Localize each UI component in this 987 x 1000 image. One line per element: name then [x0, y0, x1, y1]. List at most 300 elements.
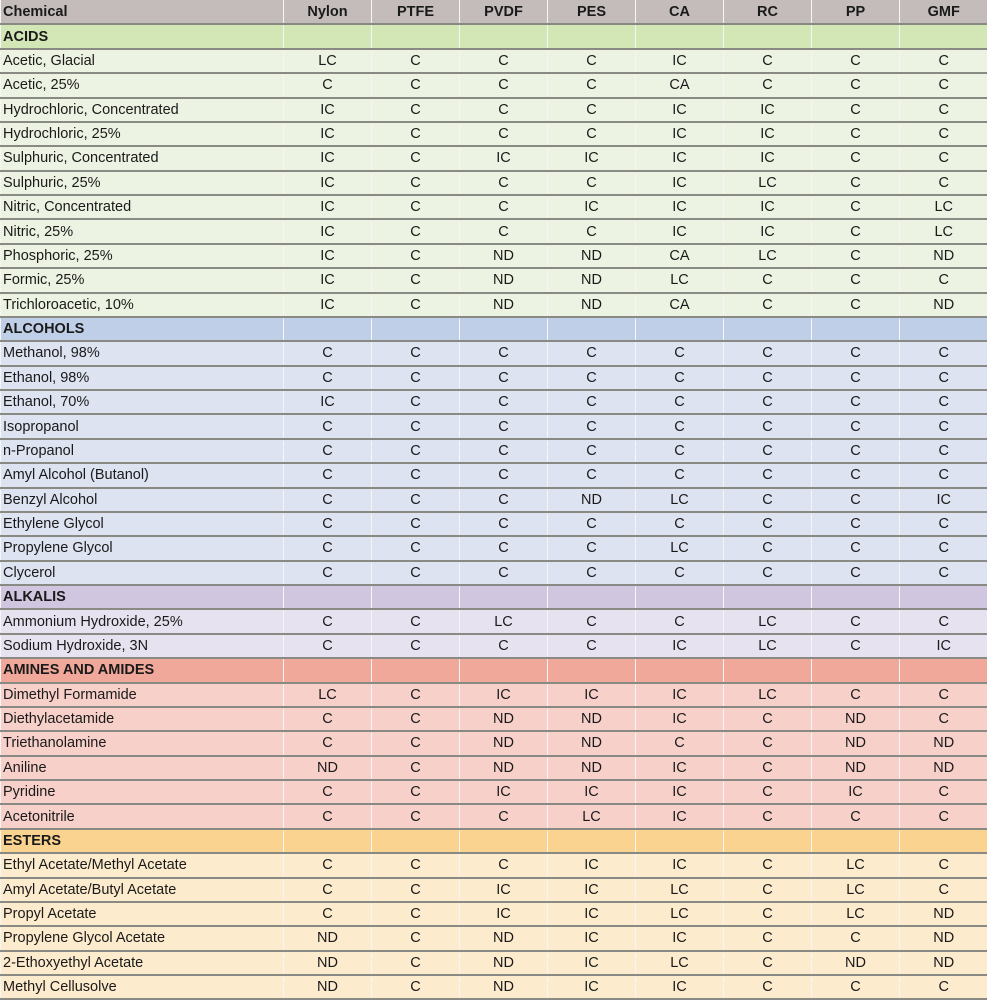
- table-row: [1, 488, 987, 512]
- compatibility-cell-pes: C: [548, 73, 636, 97]
- section-title: ALCOHOLS: [1, 317, 284, 341]
- chemical-name: Acetonitrile: [1, 804, 284, 828]
- compatibility-cell-pes: IC: [548, 902, 636, 926]
- chemical-name: Sulphuric, 25%: [1, 171, 284, 195]
- compatibility-cell-pes: IC: [548, 951, 636, 975]
- compatibility-cell-pvdf: IC: [460, 878, 548, 902]
- compatibility-cell-pp: C: [812, 463, 900, 487]
- compatibility-cell-pvdf: IC: [460, 902, 548, 926]
- compatibility-cell-pp: C: [812, 244, 900, 268]
- compatibility-cell-gmf: C: [900, 707, 987, 731]
- compatibility-cell-pp: C: [812, 439, 900, 463]
- compatibility-cell-ptfe: C: [372, 390, 460, 414]
- compatibility-cell-ptfe: C: [372, 122, 460, 146]
- compatibility-cell-pp: C: [812, 390, 900, 414]
- section-title: AMINES AND AMIDES: [1, 658, 284, 682]
- compatibility-cell-pvdf: C: [460, 49, 548, 73]
- compatibility-cell-nylon: IC: [284, 293, 372, 317]
- compatibility-cell-gmf: C: [900, 804, 987, 828]
- section-empty-cell: [548, 317, 636, 341]
- compatibility-cell-nylon: IC: [284, 98, 372, 122]
- section-empty-cell: [284, 658, 372, 682]
- section-empty-cell: [548, 829, 636, 853]
- chemical-name: Aniline: [1, 756, 284, 780]
- compatibility-cell-pvdf: ND: [460, 293, 548, 317]
- compatibility-cell-pes: C: [548, 463, 636, 487]
- section-empty-cell: [724, 829, 812, 853]
- compatibility-cell-gmf: IC: [900, 488, 987, 512]
- compatibility-cell-rc: C: [724, 49, 812, 73]
- compatibility-cell-ca: CA: [636, 293, 724, 317]
- section-empty-cell: [372, 24, 460, 48]
- compatibility-cell-pvdf: ND: [460, 951, 548, 975]
- table-row: [1, 804, 987, 828]
- compatibility-cell-gmf: ND: [900, 731, 987, 755]
- table-row: [1, 171, 987, 195]
- compatibility-cell-ptfe: C: [372, 951, 460, 975]
- section-empty-cell: [460, 24, 548, 48]
- chemical-name: Formic, 25%: [1, 268, 284, 292]
- compatibility-cell-pvdf: ND: [460, 244, 548, 268]
- compatibility-cell-rc: IC: [724, 219, 812, 243]
- compatibility-cell-pes: ND: [548, 244, 636, 268]
- compatibility-cell-rc: C: [724, 804, 812, 828]
- compatibility-cell-nylon: C: [284, 341, 372, 365]
- compatibility-cell-rc: C: [724, 707, 812, 731]
- chemical-name: Isopropanol: [1, 414, 284, 438]
- compatibility-cell-pvdf: C: [460, 561, 548, 585]
- table-row: [1, 683, 987, 707]
- compatibility-cell-rc: C: [724, 780, 812, 804]
- compatibility-cell-gmf: ND: [900, 293, 987, 317]
- compatibility-cell-rc: C: [724, 512, 812, 536]
- chemical-name: Nitric, Concentrated: [1, 195, 284, 219]
- table-row: [1, 731, 987, 755]
- compatibility-cell-rc: C: [724, 756, 812, 780]
- compatibility-cell-ptfe: C: [372, 902, 460, 926]
- compatibility-cell-pes: IC: [548, 683, 636, 707]
- compatibility-cell-pp: C: [812, 634, 900, 658]
- compatibility-cell-pp: C: [812, 49, 900, 73]
- compatibility-cell-pvdf: C: [460, 512, 548, 536]
- chemical-name: Acetic, 25%: [1, 73, 284, 97]
- compatibility-cell-rc: C: [724, 73, 812, 97]
- table-row: [1, 244, 987, 268]
- section-empty-cell: [636, 829, 724, 853]
- compatibility-cell-rc: C: [724, 390, 812, 414]
- chemical-name: Propyl Acetate: [1, 902, 284, 926]
- compatibility-cell-ca: LC: [636, 268, 724, 292]
- compatibility-cell-rc: C: [724, 975, 812, 999]
- compatibility-cell-pvdf: C: [460, 853, 548, 877]
- compatibility-cell-ca: C: [636, 609, 724, 633]
- compatibility-cell-ptfe: C: [372, 780, 460, 804]
- compatibility-cell-nylon: C: [284, 804, 372, 828]
- compatibility-cell-pes: C: [548, 366, 636, 390]
- compatibility-cell-pes: C: [548, 171, 636, 195]
- table-row: [1, 536, 987, 560]
- compatibility-cell-ca: IC: [636, 219, 724, 243]
- compatibility-cell-pes: C: [548, 439, 636, 463]
- compatibility-cell-pes: IC: [548, 146, 636, 170]
- compatibility-cell-ptfe: C: [372, 488, 460, 512]
- compatibility-cell-nylon: IC: [284, 122, 372, 146]
- compatibility-cell-pvdf: C: [460, 98, 548, 122]
- table-row: [1, 634, 987, 658]
- section-header-amines: [1, 658, 987, 682]
- compatibility-cell-rc: C: [724, 268, 812, 292]
- compatibility-cell-gmf: ND: [900, 902, 987, 926]
- column-header-pes: PES: [548, 0, 636, 24]
- compatibility-cell-pvdf: C: [460, 341, 548, 365]
- compatibility-cell-pes: IC: [548, 853, 636, 877]
- compatibility-cell-pp: C: [812, 975, 900, 999]
- table-row: [1, 49, 987, 73]
- table-row: [1, 975, 987, 999]
- compatibility-cell-pvdf: ND: [460, 707, 548, 731]
- section-header-alcohols: [1, 317, 987, 341]
- compatibility-cell-rc: C: [724, 902, 812, 926]
- compatibility-cell-pvdf: LC: [460, 609, 548, 633]
- section-header-esters: [1, 829, 987, 853]
- table-row: [1, 341, 987, 365]
- compatibility-cell-pvdf: ND: [460, 268, 548, 292]
- section-empty-cell: [548, 658, 636, 682]
- compatibility-cell-rc: LC: [724, 171, 812, 195]
- compatibility-cell-pp: C: [812, 73, 900, 97]
- compatibility-cell-pp: C: [812, 146, 900, 170]
- compatibility-cell-ca: CA: [636, 73, 724, 97]
- compatibility-cell-nylon: C: [284, 853, 372, 877]
- compatibility-cell-ca: IC: [636, 804, 724, 828]
- compatibility-cell-pp: C: [812, 488, 900, 512]
- compatibility-cell-pp: ND: [812, 707, 900, 731]
- table-body: [1, 24, 987, 999]
- compatibility-cell-ptfe: C: [372, 341, 460, 365]
- compatibility-cell-ca: C: [636, 439, 724, 463]
- compatibility-cell-gmf: ND: [900, 951, 987, 975]
- compatibility-cell-pp: C: [812, 414, 900, 438]
- compatibility-cell-pes: C: [548, 219, 636, 243]
- compatibility-cell-ptfe: C: [372, 536, 460, 560]
- compatibility-cell-nylon: IC: [284, 195, 372, 219]
- compatibility-cell-ca: C: [636, 366, 724, 390]
- compatibility-cell-ca: IC: [636, 683, 724, 707]
- table-row: [1, 926, 987, 950]
- chemical-name: Phosphoric, 25%: [1, 244, 284, 268]
- compatibility-cell-ca: LC: [636, 951, 724, 975]
- section-empty-cell: [812, 658, 900, 682]
- compatibility-cell-ca: IC: [636, 98, 724, 122]
- compatibility-cell-pvdf: ND: [460, 756, 548, 780]
- compatibility-cell-pp: LC: [812, 902, 900, 926]
- compatibility-cell-pes: ND: [548, 756, 636, 780]
- chemical-name: Benzyl Alcohol: [1, 488, 284, 512]
- compatibility-cell-nylon: C: [284, 878, 372, 902]
- chemical-name: Nitric, 25%: [1, 219, 284, 243]
- compatibility-cell-pvdf: C: [460, 390, 548, 414]
- compatibility-cell-gmf: C: [900, 341, 987, 365]
- compatibility-cell-gmf: C: [900, 853, 987, 877]
- compatibility-cell-gmf: C: [900, 73, 987, 97]
- section-empty-cell: [900, 317, 987, 341]
- compatibility-cell-ptfe: C: [372, 804, 460, 828]
- compatibility-cell-rc: C: [724, 366, 812, 390]
- compatibility-cell-gmf: C: [900, 390, 987, 414]
- compatibility-cell-nylon: C: [284, 463, 372, 487]
- compatibility-cell-pp: C: [812, 122, 900, 146]
- compatibility-cell-pes: C: [548, 390, 636, 414]
- compatibility-cell-pes: C: [548, 49, 636, 73]
- compatibility-cell-pes: C: [548, 98, 636, 122]
- column-header-pp: PP: [812, 0, 900, 24]
- table-row: [1, 73, 987, 97]
- compatibility-cell-ptfe: C: [372, 731, 460, 755]
- compatibility-cell-pp: ND: [812, 756, 900, 780]
- chemical-name: Methyl Cellusolve: [1, 975, 284, 999]
- column-header-chemical: Chemical: [1, 0, 284, 24]
- compatibility-cell-ptfe: C: [372, 293, 460, 317]
- section-empty-cell: [548, 585, 636, 609]
- compatibility-cell-nylon: C: [284, 512, 372, 536]
- compatibility-cell-pvdf: IC: [460, 146, 548, 170]
- compatibility-cell-nylon: ND: [284, 951, 372, 975]
- compatibility-cell-rc: C: [724, 293, 812, 317]
- compatibility-cell-pvdf: IC: [460, 683, 548, 707]
- compatibility-cell-ca: C: [636, 731, 724, 755]
- chemical-name: Ethanol, 98%: [1, 366, 284, 390]
- compatibility-cell-pes: C: [548, 536, 636, 560]
- compatibility-cell-pp: LC: [812, 878, 900, 902]
- compatibility-cell-ca: C: [636, 561, 724, 585]
- compatibility-cell-pp: C: [812, 609, 900, 633]
- chemical-name: Triethanolamine: [1, 731, 284, 755]
- compatibility-cell-ptfe: C: [372, 878, 460, 902]
- compatibility-cell-ptfe: C: [372, 683, 460, 707]
- section-empty-cell: [372, 658, 460, 682]
- compatibility-cell-gmf: ND: [900, 926, 987, 950]
- section-empty-cell: [724, 658, 812, 682]
- compatibility-cell-ptfe: C: [372, 195, 460, 219]
- section-empty-cell: [636, 24, 724, 48]
- column-header-ca: CA: [636, 0, 724, 24]
- compatibility-cell-ca: IC: [636, 171, 724, 195]
- compatibility-cell-rc: C: [724, 951, 812, 975]
- compatibility-cell-rc: C: [724, 853, 812, 877]
- compatibility-cell-gmf: C: [900, 878, 987, 902]
- table-row: [1, 146, 987, 170]
- compatibility-cell-ca: C: [636, 390, 724, 414]
- compatibility-cell-pp: C: [812, 293, 900, 317]
- compatibility-cell-ptfe: C: [372, 268, 460, 292]
- column-header-rc: RC: [724, 0, 812, 24]
- chemical-name: 2-Ethoxyethyl Acetate: [1, 951, 284, 975]
- section-empty-cell: [724, 317, 812, 341]
- chemical-name: Hydrochloric, 25%: [1, 122, 284, 146]
- compatibility-cell-rc: C: [724, 536, 812, 560]
- compatibility-cell-ptfe: C: [372, 414, 460, 438]
- table-row: [1, 122, 987, 146]
- compatibility-cell-ptfe: C: [372, 975, 460, 999]
- table-row: [1, 853, 987, 877]
- table-row: [1, 390, 987, 414]
- section-empty-cell: [372, 585, 460, 609]
- compatibility-cell-pp: C: [812, 195, 900, 219]
- compatibility-cell-rc: C: [724, 488, 812, 512]
- section-header-alkalis: [1, 585, 987, 609]
- compatibility-cell-pes: IC: [548, 195, 636, 219]
- compatibility-cell-pvdf: C: [460, 366, 548, 390]
- compatibility-cell-pes: IC: [548, 926, 636, 950]
- compatibility-cell-ptfe: C: [372, 219, 460, 243]
- compatibility-cell-rc: IC: [724, 98, 812, 122]
- table-row: [1, 463, 987, 487]
- compatibility-cell-gmf: C: [900, 268, 987, 292]
- compatibility-cell-rc: C: [724, 561, 812, 585]
- section-empty-cell: [548, 24, 636, 48]
- section-empty-cell: [900, 829, 987, 853]
- compatibility-cell-pp: C: [812, 98, 900, 122]
- table-row: [1, 366, 987, 390]
- compatibility-cell-pes: IC: [548, 780, 636, 804]
- compatibility-cell-pvdf: ND: [460, 731, 548, 755]
- section-empty-cell: [724, 585, 812, 609]
- compatibility-cell-pvdf: C: [460, 219, 548, 243]
- compatibility-cell-nylon: C: [284, 73, 372, 97]
- chemical-name: Trichloroacetic, 10%: [1, 293, 284, 317]
- table-row: [1, 951, 987, 975]
- compatibility-cell-pes: ND: [548, 488, 636, 512]
- chemical-name: Ethyl Acetate/Methyl Acetate: [1, 853, 284, 877]
- compatibility-cell-ca: IC: [636, 122, 724, 146]
- chemical-name: Ethanol, 70%: [1, 390, 284, 414]
- compatibility-cell-rc: C: [724, 439, 812, 463]
- compatibility-cell-pvdf: C: [460, 536, 548, 560]
- compatibility-cell-gmf: C: [900, 439, 987, 463]
- table-row: [1, 707, 987, 731]
- compatibility-cell-nylon: C: [284, 439, 372, 463]
- section-empty-cell: [284, 24, 372, 48]
- compatibility-cell-gmf: C: [900, 683, 987, 707]
- chemical-name: Pyridine: [1, 780, 284, 804]
- compatibility-cell-nylon: IC: [284, 171, 372, 195]
- compatibility-cell-pp: C: [812, 171, 900, 195]
- compatibility-cell-pes: IC: [548, 975, 636, 999]
- compatibility-cell-nylon: LC: [284, 683, 372, 707]
- compatibility-cell-gmf: C: [900, 609, 987, 633]
- compatibility-cell-ptfe: C: [372, 756, 460, 780]
- compatibility-cell-nylon: C: [284, 707, 372, 731]
- compatibility-cell-gmf: C: [900, 49, 987, 73]
- section-empty-cell: [460, 658, 548, 682]
- compatibility-cell-pp: C: [812, 561, 900, 585]
- compatibility-cell-ptfe: C: [372, 171, 460, 195]
- compatibility-cell-rc: C: [724, 926, 812, 950]
- compatibility-cell-gmf: C: [900, 561, 987, 585]
- compatibility-cell-ptfe: C: [372, 98, 460, 122]
- section-empty-cell: [812, 829, 900, 853]
- compatibility-cell-gmf: C: [900, 146, 987, 170]
- compatibility-cell-ca: IC: [636, 780, 724, 804]
- compatibility-cell-pes: LC: [548, 804, 636, 828]
- section-empty-cell: [724, 24, 812, 48]
- compatibility-cell-gmf: C: [900, 463, 987, 487]
- compatibility-cell-nylon: C: [284, 366, 372, 390]
- table-row: [1, 902, 987, 926]
- table-row: [1, 780, 987, 804]
- section-empty-cell: [284, 829, 372, 853]
- compatibility-cell-rc: LC: [724, 609, 812, 633]
- compatibility-cell-pvdf: IC: [460, 780, 548, 804]
- compatibility-cell-pes: C: [548, 609, 636, 633]
- header-row: [1, 0, 987, 24]
- compatibility-cell-rc: C: [724, 341, 812, 365]
- compatibility-cell-gmf: IC: [900, 634, 987, 658]
- compatibility-cell-pp: ND: [812, 731, 900, 755]
- section-empty-cell: [460, 317, 548, 341]
- compatibility-cell-ca: IC: [636, 926, 724, 950]
- table-row: [1, 98, 987, 122]
- compatibility-cell-nylon: C: [284, 536, 372, 560]
- section-empty-cell: [460, 585, 548, 609]
- compatibility-cell-pes: IC: [548, 878, 636, 902]
- compatibility-cell-rc: LC: [724, 683, 812, 707]
- chemical-name: Amyl Acetate/Butyl Acetate: [1, 878, 284, 902]
- compatibility-cell-rc: IC: [724, 146, 812, 170]
- compatibility-cell-nylon: IC: [284, 268, 372, 292]
- compatibility-cell-pvdf: C: [460, 634, 548, 658]
- compatibility-cell-pes: C: [548, 512, 636, 536]
- compatibility-cell-ca: IC: [636, 707, 724, 731]
- compatibility-cell-rc: LC: [724, 244, 812, 268]
- section-empty-cell: [812, 585, 900, 609]
- compatibility-cell-pvdf: C: [460, 122, 548, 146]
- compatibility-cell-pvdf: C: [460, 439, 548, 463]
- compatibility-cell-nylon: ND: [284, 756, 372, 780]
- chemical-name: Acetic, Glacial: [1, 49, 284, 73]
- compatibility-cell-rc: IC: [724, 195, 812, 219]
- section-empty-cell: [812, 24, 900, 48]
- compatibility-cell-rc: C: [724, 414, 812, 438]
- compatibility-cell-ptfe: C: [372, 463, 460, 487]
- compatibility-cell-pes: C: [548, 122, 636, 146]
- column-header-pvdf: PVDF: [460, 0, 548, 24]
- table-row: [1, 561, 987, 585]
- table-row: [1, 268, 987, 292]
- section-empty-cell: [900, 658, 987, 682]
- compatibility-cell-ptfe: C: [372, 926, 460, 950]
- section-title: ACIDS: [1, 24, 284, 48]
- compatibility-cell-nylon: C: [284, 609, 372, 633]
- compatibility-cell-ca: IC: [636, 975, 724, 999]
- compatibility-cell-pp: LC: [812, 853, 900, 877]
- compatibility-cell-gmf: C: [900, 122, 987, 146]
- compatibility-cell-pp: C: [812, 804, 900, 828]
- compatibility-cell-pvdf: C: [460, 804, 548, 828]
- compatibility-cell-pes: C: [548, 634, 636, 658]
- compatibility-cell-pp: C: [812, 536, 900, 560]
- column-header-nylon: Nylon: [284, 0, 372, 24]
- section-empty-cell: [636, 585, 724, 609]
- compatibility-cell-pvdf: C: [460, 488, 548, 512]
- section-title: ALKALIS: [1, 585, 284, 609]
- table-row: [1, 512, 987, 536]
- compatibility-cell-ca: C: [636, 341, 724, 365]
- compatibility-cell-gmf: ND: [900, 756, 987, 780]
- compatibility-cell-ptfe: C: [372, 853, 460, 877]
- section-empty-cell: [284, 317, 372, 341]
- section-empty-cell: [900, 24, 987, 48]
